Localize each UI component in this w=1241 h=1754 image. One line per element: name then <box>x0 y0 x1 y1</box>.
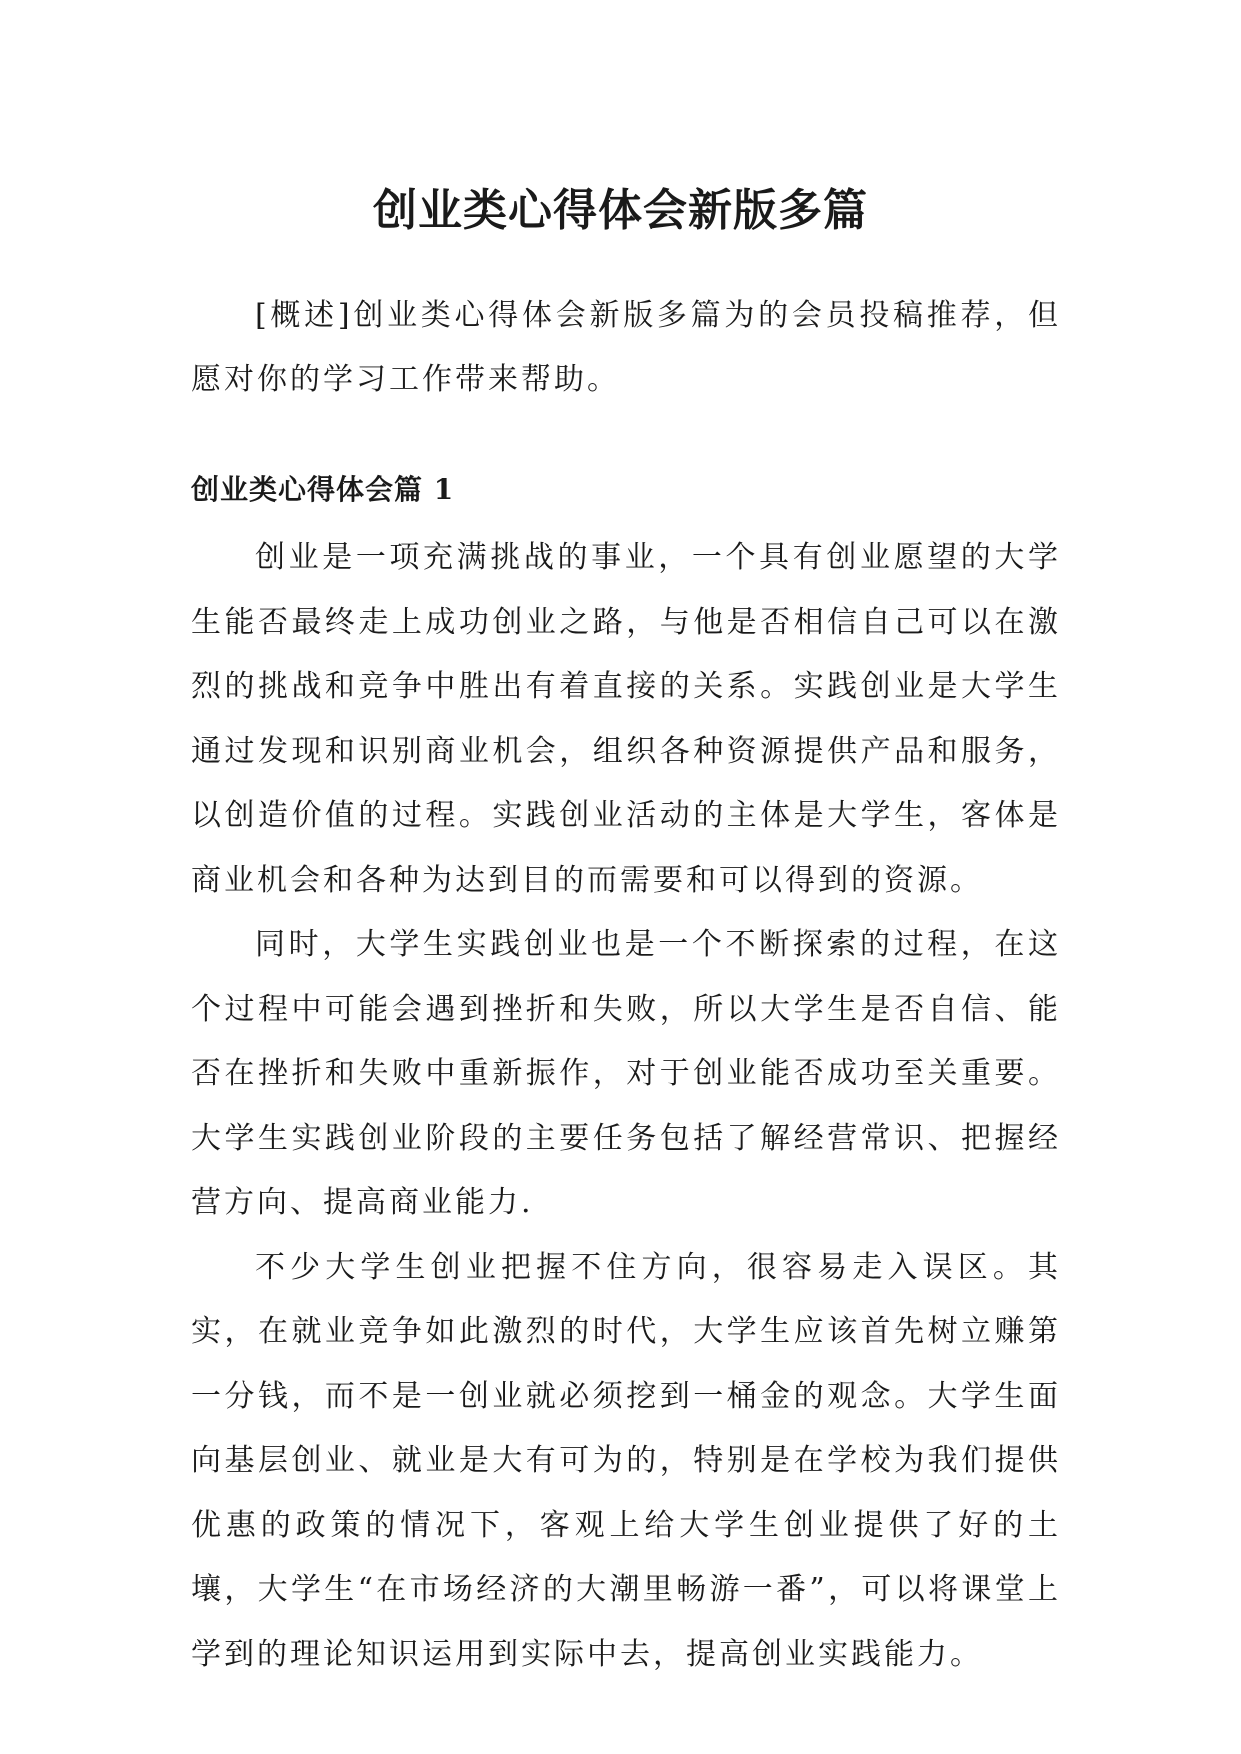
body-paragraph: 同时，大学生实践创业也是一个不断探索的过程，在这个过程中可能会遇到挫折和失败，所以大学生是否自信、能否在挫折和失败中重新振作，对于创业能否成功至关重要。大学生实践创业阶段的主要任务包括了解经营常识、把握经营方向、提高商业能力. <box>191 927 1061 1220</box>
section-heading: 创业类心得体会篇 1 <box>191 473 455 506</box>
body-paragraph: 不少大学生创业把握不住方向，很容易走入误区。其实，在就业竞争如此激烈的时代，大学生应该首先树立赚第一分钱，而不是一创业就必须挖到一桶金的观念。大学生面向基层创业、就业是大有可为的，特别是在学校为我们提供优惠的政策的情况下，客观上给大学生创业提供了好的土壤，大学生“在市场经济的大潮里畅游一番”，可以将课堂上学到的理论知识运用到实际中去，提高创业实践能力。 <box>191 1249 1061 1672</box>
document-summary: [概述]创业类心得体会新版多篇为的会员投稿推荐，但愿对你的学习工作带来帮助。 <box>191 298 1061 397</box>
body-paragraph: 创业是一项充满挑战的事业，一个具有创业愿望的大学生能否最终走上成功创业之路，与他是否相信自己可以在激烈的挑战和竞争中胜出有着直接的关系。实践创业是大学生通过发现和识别商业机会，组织各种资源提供产品和服务，以创造价值的过程。实践创业活动的主体是大学生，客体是商业机会和各种为达到目的而需要和可以得到的资源。 <box>191 540 1061 898</box>
document-title: 创业类心得体会新版多篇 <box>373 185 868 237</box>
section-body <box>191 526 1061 1687</box>
